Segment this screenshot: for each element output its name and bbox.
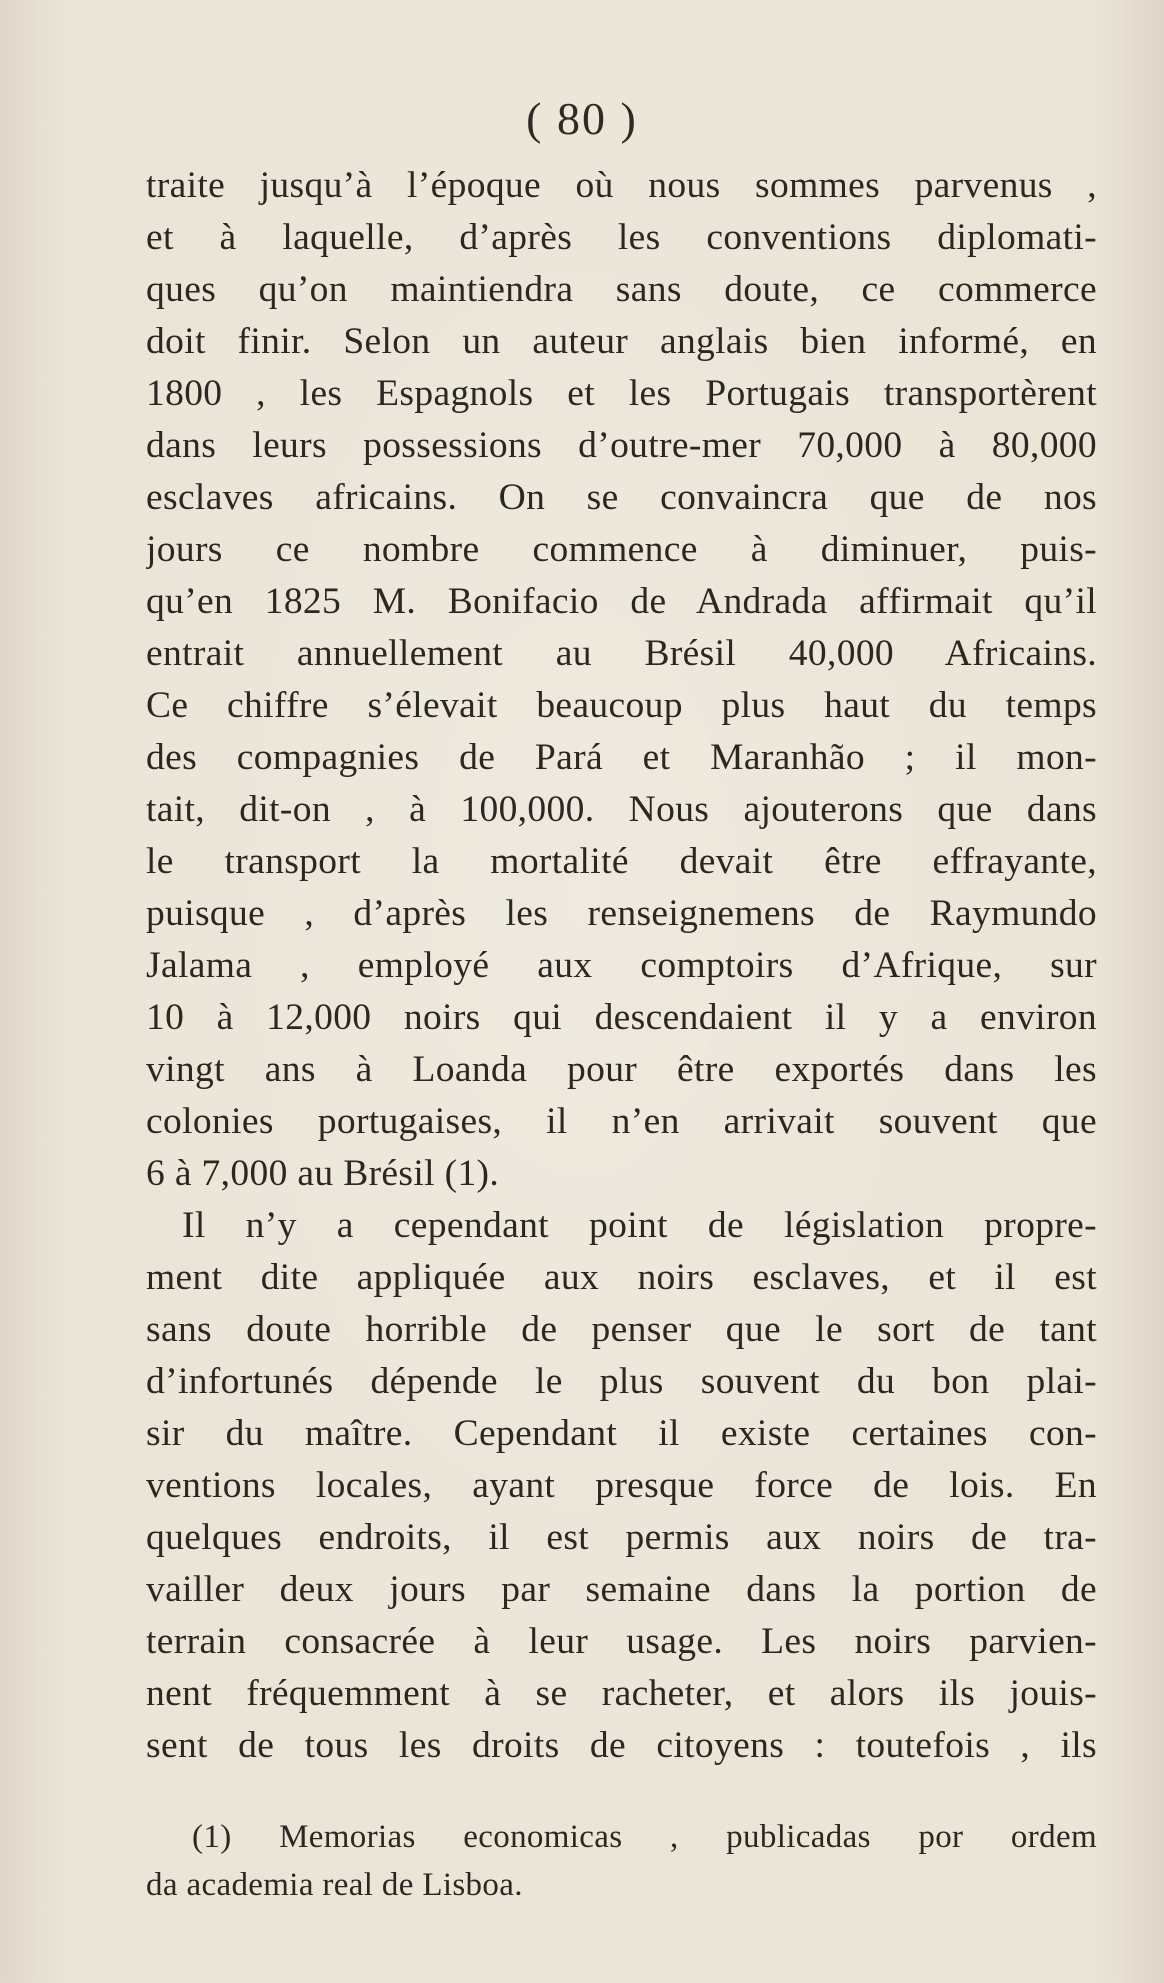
text-line: le transport la mortalité devait être effrayante, [146, 841, 1097, 882]
text-line: sent de tous les droits de citoyens : toutefois , ils [146, 1725, 1097, 1766]
text-line: doit finir. Selon un auteur anglais bien informé, en [146, 321, 1097, 362]
text-line: dans leurs possessions d’outre-mer 70,000 à 80,000 [146, 425, 1097, 466]
text-line: 1800 , les Espagnols et les Portugais transportèrent [146, 373, 1097, 414]
text-line: Ce chiffre s’élevait beaucoup plus haut du temps [146, 685, 1097, 726]
text-line: Jalama , employé aux comptoirs d’Afrique, sur [146, 945, 1097, 986]
text-line: colonies portugaises, il n’en arrivait souvent que [146, 1101, 1097, 1142]
page-number: ( 80 ) [526, 93, 638, 144]
text-line: tait, dit-on , à 100,000. Nous ajouterons que dans [146, 789, 1097, 830]
text-line: quelques endroits, il est permis aux noirs de tra- [146, 1517, 1097, 1558]
text-line: vailler deux jours par semaine dans la portion de [146, 1569, 1097, 1610]
main-text [146, 160, 1097, 1772]
text-line: nent fréquemment à se racheter, et alors ils jouis- [146, 1673, 1097, 1714]
text-line: et à laquelle, d’après les conventions diplomati- [146, 217, 1097, 258]
paragraph-first-line: Il n’y a cependant point de législation propre- [182, 1205, 1097, 1246]
text-line: ques qu’on maintiendra sans doute, ce commerce [146, 269, 1097, 310]
footnote [146, 1813, 1097, 1909]
text-line: des compagnies de Pará et Maranhão ; il mon- [146, 737, 1097, 778]
text-line: d’infortunés dépende le plus souvent du bon plai- [146, 1361, 1097, 1402]
text-line: qu’en 1825 M. Bonifacio de Andrada affirmait qu’il [146, 581, 1097, 622]
text-line: sans doute horrible de penser que le sort de tant [146, 1309, 1097, 1350]
footnote-line: da academia real de Lisboa. [146, 1867, 523, 1903]
text-line: puisque , d’après les renseignemens de Raymundo [146, 893, 1097, 934]
text-line: ment dite appliquée aux noirs esclaves, et il est [146, 1257, 1097, 1298]
text-line: 10 à 12,000 noirs qui descendaient il y a environ [146, 997, 1097, 1038]
text-line: traite jusqu’à l’époque où nous sommes parvenus , [146, 165, 1097, 206]
text-line: terrain consacrée à leur usage. Les noirs parvien- [146, 1621, 1097, 1662]
text-line: sir du maître. Cependant il existe certaines con- [146, 1413, 1097, 1454]
text-line: jours ce nombre commence à diminuer, puis- [146, 529, 1097, 570]
text-line: vingt ans à Loanda pour être exportés dans les [146, 1049, 1097, 1090]
text-line: 6 à 7,000 au Brésil (1). [146, 1153, 500, 1194]
text-line: entrait annuellement au Brésil 40,000 Africains. [146, 633, 1097, 674]
text-line: ventions locales, ayant presque force de lois. En [146, 1465, 1097, 1506]
footnote-line: (1) Memorias economicas , publicadas por ordem [192, 1819, 1097, 1855]
text-line: esclaves africains. On se convaincra que de nos [146, 477, 1097, 518]
